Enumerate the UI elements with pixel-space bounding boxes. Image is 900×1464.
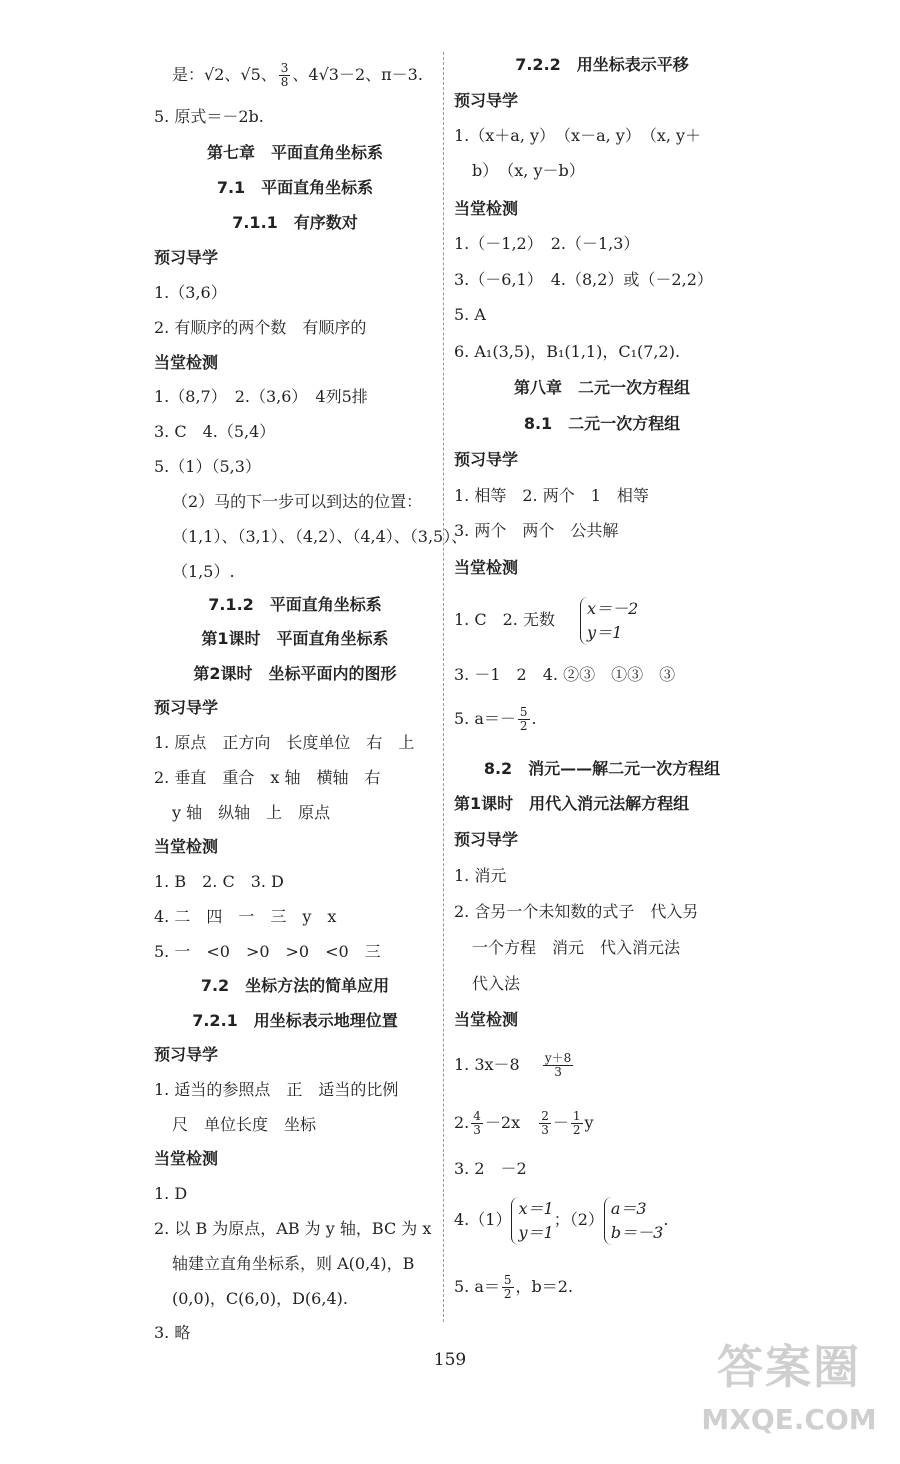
lesson-title: 第2课时 坐标平面内的图形 [193, 664, 397, 683]
answer-line: 2. 含另一个未知数的式子 代入另 [454, 902, 699, 921]
watermark-logo-text: 答案圈 [717, 1340, 861, 1394]
page-number: 159 [433, 1350, 467, 1370]
answer-line: 1. D [154, 1184, 188, 1203]
subsection-title: 7.1.2 平面直角坐标系 [208, 595, 382, 614]
chapter-title: 第八章 二元一次方程组 [513, 378, 690, 397]
answer-line: y 轴 纵轴 上 原点 [172, 803, 331, 822]
answer-line: 5. a＝－ $\frac{5}{2}$ . [454, 705, 537, 733]
fraction: $\frac{1}{2}$ [572, 1109, 581, 1137]
section-heading: 预习导学 [154, 698, 219, 717]
answer-line: 3. －1 2 4. ②③ ①③ ③ [454, 665, 676, 684]
answer-line: 2. 以 B 为原点，AB 为 y 轴，BC 为 x [154, 1219, 432, 1238]
fraction: $\frac{2}{3}$ [541, 1109, 549, 1137]
equation-system: a＝3 b＝－3 [604, 1197, 663, 1245]
subsection-title: 7.2.2 用坐标表示平移 [515, 55, 689, 74]
fraction: $\frac{5}{2}$ [519, 705, 528, 733]
section-heading: 预习导学 [454, 450, 519, 469]
answer-line: 代入法 [472, 974, 521, 993]
answer-line: 尺 单位长度 坐标 [172, 1115, 317, 1134]
answer-line: 1. 3x－8 $\frac{y+8}{3}$ [454, 1051, 572, 1079]
section-heading: 当堂检测 [154, 1149, 219, 1168]
answer-line: 2. 有顺序的两个数 有顺序的 [154, 318, 367, 337]
watermark-url: MXQE.COM [701, 1403, 877, 1436]
answer-line: 1. C 2. 无数 x＝－2 y＝1 [454, 596, 638, 645]
equation-system: x＝1 y＝1 [511, 1197, 553, 1245]
answer-line: 6. A₁(3,5)，B₁(1,1)，C₁(7,2). [454, 342, 681, 361]
answer-line: 1. 消元 [454, 866, 507, 885]
answer-line: 4.（1） x＝1 y＝1 ；（2） a＝3 b＝－3 . [454, 1196, 668, 1245]
equation-system: x＝－2 y＝1 [580, 597, 638, 645]
answer-line: 3. 略 [154, 1323, 191, 1342]
section-title: 8.1 二元一次方程组 [523, 414, 681, 433]
answer-line: 3.（－6,1） 4.（8,2）或（－2,2） [454, 270, 713, 289]
answer-line: 1. 适当的参照点 正 适当的比例 [154, 1080, 399, 1099]
chapter-title: 第七章 平面直角坐标系 [206, 143, 383, 162]
subsection-title: 7.1.1 有序数对 [232, 213, 358, 232]
answer-line: 1.（3,6） [154, 283, 227, 302]
answer-line: 3. 2 －2 [454, 1159, 527, 1178]
section-title: 7.2 坐标方法的简单应用 [200, 976, 390, 995]
lesson-title: 第1课时 平面直角坐标系 [201, 629, 389, 648]
answer-line: 5. 一 <0 >0 >0 <0 三 [154, 942, 381, 961]
answer-line: （1,1）、（3,1）、（4,2）、（4,4）、（3,5）、 [172, 527, 468, 546]
section-heading: 当堂检测 [454, 558, 519, 577]
answer-line: 5.（1）（5,3） [154, 457, 261, 476]
answer-line: 1. 原点 正方向 长度单位 右 上 [154, 733, 415, 752]
text-line: 5. 原式＝－2b. [154, 107, 264, 126]
answer-line: （2）马的下一步可以到达的位置： [172, 492, 423, 511]
answer-line: 5. a＝ $\frac{5}{2}$ ，b＝2. [454, 1273, 574, 1301]
section-heading: 预习导学 [454, 830, 519, 849]
section-heading: 预习导学 [154, 1045, 219, 1064]
answer-line: 1.（－1,2） 2.（－1,3） [454, 234, 640, 253]
section-heading: 预习导学 [154, 248, 219, 267]
column-divider [443, 52, 444, 1322]
answer-line: （1,5）. [172, 562, 235, 581]
lesson-title: 第1课时 用代入消元法解方程组 [454, 794, 690, 813]
fraction: $\frac{5}{2}$ [503, 1273, 512, 1301]
answer-line: (0,0)，C(6,0)，D(6,4). [172, 1289, 348, 1308]
answer-line: 1.（8,7） 2.（3,6） 4列5排 [154, 387, 368, 406]
section-heading: 当堂检测 [454, 1010, 519, 1029]
answer-line: b） （x, y－b） [472, 161, 585, 180]
answer-line: 2. 垂直 重合 x 轴 横轴 右 [154, 768, 381, 787]
subsection-title: 7.2.1 用坐标表示地理位置 [192, 1011, 398, 1030]
answer-line: 5. A [454, 305, 486, 324]
answer-line: 1. B 2. C 3. D [154, 872, 284, 891]
watermark-logo [694, 1334, 884, 1454]
answer-line: 3. C 4.（5,4） [154, 422, 276, 441]
answer-line: 1. 相等 2. 两个 1 相等 [454, 486, 649, 505]
answer-line: 轴建立直角坐标系，则 A(0,4)，B [172, 1254, 415, 1273]
answer-line: 1.（x＋a, y） （x－a, y） （x, y＋ [454, 126, 702, 145]
fraction: $\frac{y+8}{3}$ [544, 1051, 572, 1079]
fraction: $\frac{4}{3}$ [473, 1109, 481, 1137]
section-heading: 当堂检测 [154, 353, 219, 372]
section-title: 8.2 消元——解二元一次方程组 [483, 759, 721, 778]
section-title: 7.1 平面直角坐标系 [216, 178, 374, 197]
answer-line: 4. 二 四 一 三 y x [154, 907, 337, 926]
section-heading: 当堂检测 [154, 837, 219, 856]
answer-line: 2. $\frac{4}{3}$ －2x $\frac{2}{3}$ － $\frac{1}{2}$ y [454, 1109, 594, 1137]
section-heading: 当堂检测 [454, 199, 519, 218]
answer-line: 3. 两个 两个 公共解 [454, 521, 619, 540]
answer-line: 一个方程 消元 代入消元法 [472, 938, 681, 957]
text-line: 是：√2、√5、 $\frac{3}{8}$ 、4√3－2、π－3. [172, 61, 423, 89]
section-heading: 预习导学 [454, 91, 519, 110]
